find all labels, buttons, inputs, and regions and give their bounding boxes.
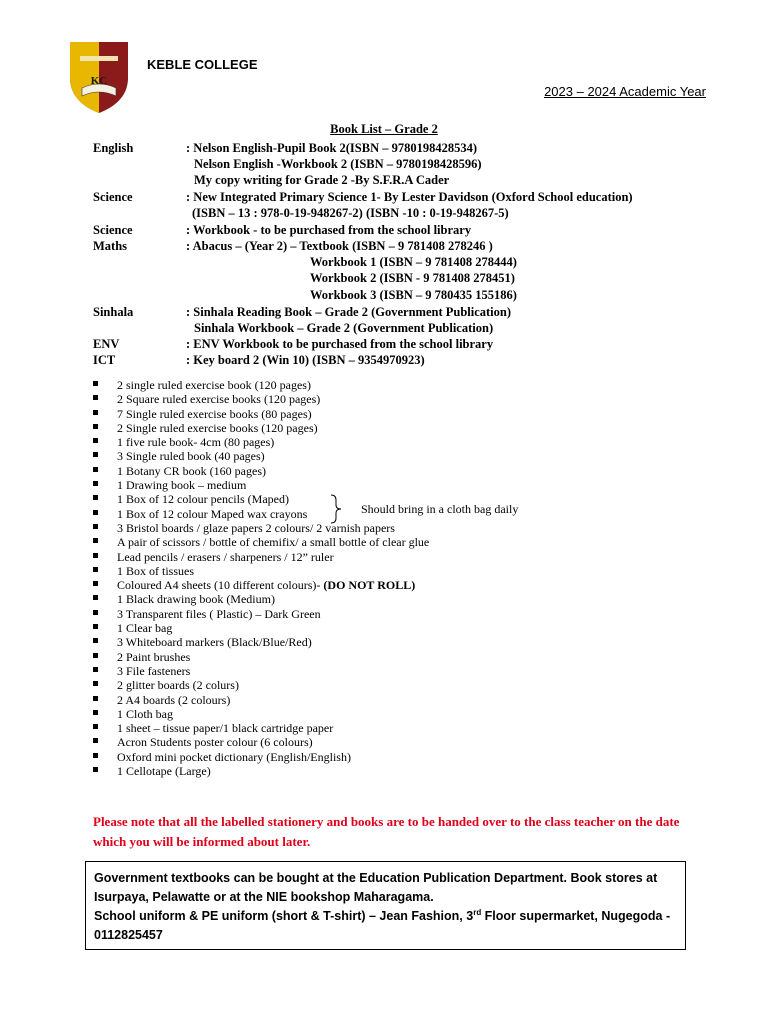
list-item: 3 File fasteners <box>93 664 429 678</box>
bullet-icon <box>93 624 98 629</box>
bullet-icon <box>93 538 98 543</box>
list-item: 1 Black drawing book (Medium) <box>93 592 429 606</box>
info-box <box>85 861 686 950</box>
list-item: 1 Box of 12 colour Maped wax crayons <box>93 507 429 521</box>
list-item: 1 Botany CR book (160 pages) <box>93 464 429 478</box>
subject-line: : ENV Workbook to be purchased from the school library <box>186 337 494 351</box>
list-item: 2 Paint brushes <box>93 650 429 664</box>
uniform-info: School uniform & PE uniform (short & T-shirt) – Jean Fashion, 3rd Floor supermarket, Nugegoda - 0112825457 <box>94 907 671 942</box>
subject-line: Sinhala Workbook – Grade 2 (Government Publication) <box>194 321 494 335</box>
list-item: 3 Single ruled book (40 pages) <box>93 449 429 463</box>
right-brace-icon <box>330 494 342 524</box>
subject-line: Workbook 3 (ISBN – 9 780435 155186) <box>310 288 517 302</box>
list-item: 2 A4 boards (2 colours) <box>93 693 429 707</box>
bullet-icon <box>93 767 98 772</box>
subject-line: : Nelson English-Pupil Book 2(ISBN – 9780198428534) <box>186 141 478 155</box>
subject-line: : Workbook - to be purchased from the school library <box>186 223 472 237</box>
bullet-icon <box>93 724 98 729</box>
subject-line: : New Integrated Primary Science 1- By Lester Davidson (Oxford School education) <box>186 190 633 204</box>
bullet-icon <box>93 738 98 743</box>
list-item: A pair of scissors / bottle of chemifix/ a small bottle of clear glue <box>93 535 429 549</box>
subject-line: Workbook 2 (ISBN - 9 781408 278451) <box>310 271 515 285</box>
bullet-icon <box>93 710 98 715</box>
college-name: KEBLE COLLEGE <box>147 57 258 72</box>
bullet-icon <box>93 567 98 572</box>
bullet-icon <box>93 452 98 457</box>
bullet-icon <box>93 410 98 415</box>
bullet-icon <box>93 667 98 672</box>
bullet-icon <box>93 424 98 429</box>
list-item: 7 Single ruled exercise books (80 pages) <box>93 407 429 421</box>
subject-label: English <box>93 141 134 155</box>
list-item: 3 Whiteboard markers (Black/Blue/Red) <box>93 635 429 649</box>
do-not-roll-emphasis: (DO NOT ROLL) <box>323 578 416 593</box>
list-item: 3 Bristol boards / glaze papers 2 colours/ 2 varnish papers <box>93 521 429 535</box>
bullet-icon <box>93 395 98 400</box>
list-item: 1 sheet – tissue paper/1 black cartridge paper <box>93 721 429 735</box>
stationery-list <box>93 378 429 778</box>
bullet-icon <box>93 467 98 472</box>
academic-year: 2023 – 2024 Academic Year <box>544 84 706 99</box>
list-item: 3 Transparent files ( Plastic) – Dark Green <box>93 607 429 621</box>
list-item: Acron Students poster colour (6 colours) <box>93 735 429 749</box>
subject-label: Sinhala <box>93 305 134 319</box>
list-item: 1 Box of 12 colour pencils (Maped) <box>93 492 429 506</box>
cloth-bag-note: Should bring in a cloth bag daily <box>361 502 519 516</box>
college-crest-logo <box>68 40 130 114</box>
bullet-icon <box>93 595 98 600</box>
list-item: 1 Cellotape (Large) <box>93 764 429 778</box>
list-item: 1 Box of tissues <box>93 564 429 578</box>
list-item: 2 Square ruled exercise books (120 pages) <box>93 392 429 406</box>
bullet-icon <box>93 610 98 615</box>
bullet-icon <box>93 553 98 558</box>
textbook-info: Government textbooks can be bought at the Education Publication Department. Book stores at Isurpaya, Pelawatte or at the NIE bookshop Maharagama. <box>94 871 658 904</box>
subject-label: ICT <box>93 353 116 367</box>
list-item: 2 single ruled exercise book (120 pages) <box>93 378 429 392</box>
list-item: 2 Single ruled exercise books (120 pages) <box>93 421 429 435</box>
list-item: 1 Drawing book – medium <box>93 478 429 492</box>
bullet-icon <box>93 638 98 643</box>
subject-line: : Abacus – (Year 2) – Textbook (ISBN – 9 781408 278246 ) <box>186 239 493 253</box>
bullet-icon <box>93 381 98 386</box>
bullet-icon <box>93 696 98 701</box>
list-item: 1 Cloth bag <box>93 707 429 721</box>
list-item: 2 glitter boards (2 colurs) <box>93 678 429 692</box>
bullet-icon <box>93 495 98 500</box>
list-item: 1 five rule book- 4cm (80 pages) <box>93 435 429 449</box>
bullet-icon <box>93 524 98 529</box>
subject-line: Nelson English -Workbook 2 (ISBN – 9780198428596) <box>194 157 482 171</box>
subject-line: Workbook 1 (ISBN – 9 781408 278444) <box>310 255 517 269</box>
bullet-icon <box>93 653 98 658</box>
list-item: Oxford mini pocket dictionary (English/English) <box>93 750 429 764</box>
subject-label: Maths <box>93 239 128 253</box>
bullet-icon <box>93 681 98 686</box>
logo-initials: KC <box>90 75 108 87</box>
bullet-icon <box>93 481 98 486</box>
list-item: Lead pencils / erasers / sharpeners / 12” ruler <box>93 550 429 564</box>
handover-notice: Please note that all the labelled stationery and books are to be handed over to the class teacher on the date which you will be informed about later. <box>93 814 680 849</box>
bullet-icon <box>93 753 98 758</box>
list-item: Coloured A4 sheets (10 different colours)- (DO NOT ROLL) <box>93 578 429 592</box>
subject-label: ENV <box>93 337 120 351</box>
book-list-title: Book List – Grade 2 <box>330 122 438 136</box>
subject-line: My copy writing for Grade 2 -By S.F.R.A Cader <box>194 173 450 187</box>
subject-label: Science <box>93 190 133 204</box>
subject-line: : Key board 2 (Win 10) (ISBN – 9354970923) <box>186 353 425 367</box>
bullet-icon <box>93 510 98 515</box>
bullet-icon <box>93 581 98 586</box>
subject-line: : Sinhala Reading Book – Grade 2 (Government Publication) <box>186 305 512 319</box>
list-item: 1 Clear bag <box>93 621 429 635</box>
bullet-icon <box>93 438 98 443</box>
subject-line: (ISBN – 13 : 978-0-19-948267-2) (ISBN -10 : 0-19-948267-5) <box>192 206 509 220</box>
subject-label: Science <box>93 223 133 237</box>
